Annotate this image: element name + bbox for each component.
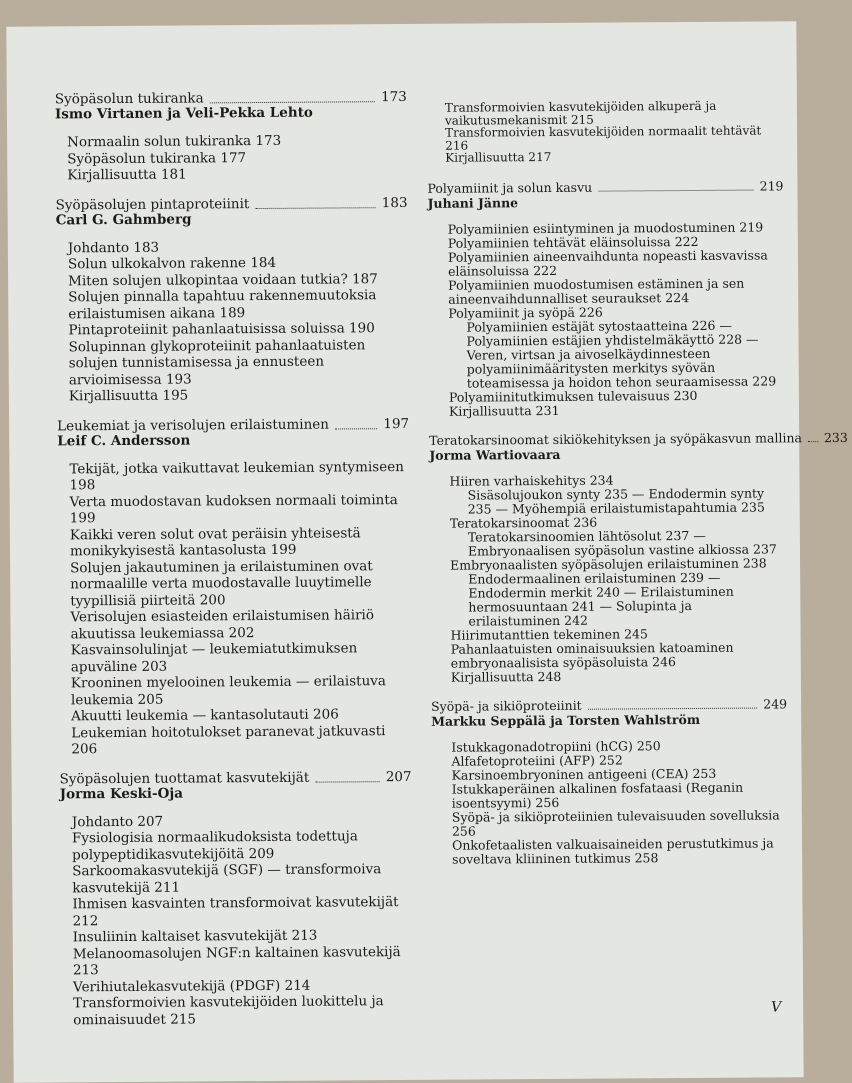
subsection-item: Embryonaalisten syöpäsolujen erilaistuminen 238 [450, 554, 767, 573]
subsection-item: Fysiologisia normaalikudoksista todettuja polypeptidikasvutekijöitä 209 [71, 828, 358, 863]
chapter-title: Syöpäsolujen tuottamat kasvutekijät [59, 769, 310, 787]
subsection-item: Istukkaperäinen alkalinen fosfataasi (Reganin isoentsyymi) 256 [451, 779, 744, 811]
left-column [55, 90, 414, 1042]
subsection-item: Kirjallisuutta 195 [68, 387, 189, 405]
chapter-title: Syöpä- ja sikiöproteiinit [431, 697, 582, 714]
subsection-list [60, 811, 413, 1028]
chapter-author: Markku Seppälä ja Torsten Wahlström [431, 711, 701, 729]
subsection-item: Krooninen myelooinen leukemia — erilaistuva leukemia 205 [70, 673, 387, 708]
chapter-page: 173 [380, 88, 407, 106]
dot-leader [315, 781, 380, 782]
chapter-title: Leukemiat ja verisolujen erilaistuminen [57, 416, 330, 434]
chapter-page: 183 [381, 194, 408, 211]
chapter-page: 219 [759, 177, 784, 194]
subsection-item: Verihiutalekasvutekijä (PDGF) 214 [72, 977, 311, 995]
subsection-list [55, 132, 407, 184]
subsection-item: Transformoivien kasvutekijöiden normaalit tehtävät 216 [445, 123, 762, 153]
chapter-page: 207 [385, 768, 412, 785]
chapter-page: 233 [823, 429, 848, 445]
book-page [6, 21, 848, 1082]
subsection-item: Johdanto 207 [71, 813, 164, 830]
subsection-item: Polyamiinien esiintyminen ja muodostuminen 219 [447, 218, 764, 237]
dot-leader [808, 441, 818, 442]
subsection-item: Leukemian hoitotulokset paranevat jatkuvasti 206 [71, 722, 386, 758]
chapter-title: Syöpäsolun tukiranka [54, 90, 204, 108]
subsection-item: Transformoivien kasvutekijöiden alkuperä ja vaikutusmekanismit 215 [444, 98, 717, 128]
subsection-list [429, 472, 786, 684]
subsection-item: Alfafetoproteiini (AFP) 252 [451, 751, 623, 769]
toc-section [60, 769, 414, 1028]
chapter-author: Carl G. Gahmberg [55, 210, 192, 228]
chapter-title: Syöpäsolujen pintaproteiinit [55, 195, 250, 213]
dot-leader [210, 101, 375, 103]
subsection-item: Veren, virtsan ja aivoselkäydinnesteen polyamiinimääritysten merkitys syövän toteamisessa ja hoidon tehon seuraamisessa 229 [466, 345, 777, 391]
subsection-item: Sisäsolujoukon synty 235 — Endodermin synty 235 — Myöhempiä erilaistumistapahtumia 235 [467, 484, 765, 517]
subsection-item: Pahanlaatuisten ominaisuuksien katoaminen embryonaalisista syöpäsoluista 246 [450, 639, 734, 671]
subsection-list [56, 237, 409, 404]
subsection-item: Syöpä- ja sikiöproteiinien tulevaisuuden sovelluksia 256 [451, 806, 780, 839]
subsection-item: Syöpäsolun tukiranka 177 [67, 149, 247, 167]
subsection-item: Polyamiinitutkimuksen tulevaisuus 230 [448, 387, 698, 405]
subsection-item: Insuliinin kaltaiset kasvutekijät 213 [72, 927, 318, 946]
subsection-item: Normaalin solun tukiranka 173 [67, 132, 282, 151]
subsection-item: Kirjallisuutta 217 [445, 149, 552, 165]
subsection-item: Akuutti leukemia — kantasolutauti 206 [71, 706, 339, 725]
page-number: V [771, 999, 782, 1016]
subsection-item: Istukkagonadotropiini (hCG) 250 [451, 737, 661, 755]
dot-leader [335, 428, 377, 429]
subsection-item: Verisolujen esiasteiden erilaistumisen häiriö akuutissa leukemiassa 202 [70, 607, 375, 642]
subsection-item: Johdanto 183 [67, 239, 160, 256]
subsection-item: Endodermaalinen erilaistuminen 239 — Endodermin merkit 240 — Erilaistuminen hermosuuntaan 241 — Solupinta ja erilaistuminen 242 [468, 569, 734, 629]
subsection-item: Onkofetaalisten valkuaisaineiden perustutkimus ja soveltava kliininen tutkimus 258 [451, 834, 774, 867]
chapter-title: Polyamiinit ja solun kasvu [427, 179, 593, 196]
toc-section [429, 429, 848, 685]
subsection-list [431, 738, 788, 866]
subsection-item: Polyamiinien estäjien yhdistelmäkäyttö 228 — [466, 331, 759, 349]
chapter-author: Juhani Jänne [427, 194, 519, 211]
dot-leader [588, 707, 758, 709]
continued-entries [427, 99, 783, 164]
subsection-item: Hiiren varhaiskehitys 234 [449, 472, 614, 489]
subsection-item: Solujen pinnalla tapahtuu rakennemuutoksia erilaistumisen aikana 189 [68, 287, 377, 322]
subsection-item: Polyamiinien tehtävät eläinsoluissa 222 [447, 233, 699, 251]
chapter-page: 249 [763, 695, 788, 712]
chapter-author: Leif C. Andersson [57, 431, 191, 449]
dot-leader [255, 207, 375, 209]
chapter-title: Teratokarsinoomat sikiökehityksen ja syöpäkasvun mallina [429, 429, 802, 448]
subsection-list [57, 458, 411, 757]
right-column [427, 98, 848, 880]
subsection-item: Solupinnan glykoproteiinit pahanlaatuisten solujen tunnistamisessa ja ennusteen arvioimisessa 193 [68, 336, 366, 388]
subsection-item: Kasvainsolulinjat — leukemiatutkimuksen apuväline 203 [70, 640, 358, 675]
chapter-page: 197 [383, 415, 410, 432]
chapter-author: Ismo Virtanen ja Veli-Pekka Lehto [54, 104, 313, 123]
toc-section [55, 90, 408, 184]
subsection-item: Karsinoembryoninen antigeeni (CEA) 253 [451, 765, 717, 783]
chapter-author: Jorma Wartiovaara [429, 446, 561, 463]
dot-leader [598, 189, 753, 191]
subsection-item: Transformoivien kasvutekijöiden luokittelu ja ominaisuudet 215 [73, 993, 384, 1028]
subsection-item: Ihmisen kasvainten transformoivat kasvutekijät 212 [72, 894, 399, 929]
subsection-item: Polyamiinien estäjät sytostaatteina 226 — [466, 317, 732, 335]
chapter-author: Jorma Keski-Oja [59, 785, 184, 802]
subsection-item: Teratokarsinoomat 236 [449, 514, 598, 531]
subsection-item: Miten solujen ulkopintaa voidaan tutkia? 187 [68, 270, 378, 289]
subsection-item: Melanoomasolujen NGF:n kaltainen kasvutekijä 213 [72, 943, 401, 979]
subsection-list [428, 220, 785, 418]
subsection-item: Teratokarsinoomien lähtösolut 237 — Embryonaalisen syöpäsolun vastine alkiossa 237 [467, 527, 777, 559]
subsection-item: Hiirimutanttien tekeminen 245 [450, 625, 648, 643]
subsection-item: Sarkoomakasvutekijä (SGF) — transformoiva kasvutekijä 211 [72, 861, 382, 896]
subsection-item: Polyamiinit ja syöpä 226 [448, 304, 603, 321]
toc-section [56, 195, 409, 404]
subsection-item: Verta muodostavan kudoksen normaali toiminta 199 [69, 491, 398, 527]
subsection-item: Solujen jakautuminen ja erilaistuminen ovat normaalille verta muodostavalle luuytimelle tyypillisiä piirteitä 200 [70, 557, 373, 609]
subsection-item: Kirjallisuutta 231 [448, 402, 560, 419]
subsection-item: Kirjallisuutta 181 [67, 166, 187, 184]
subsection-item: Pintaproteiinit pahanlaatuisissa soluissa 190 [68, 320, 375, 339]
subsection-item: Kaikki veren solut ovat peräisin yhteisestä monikykyisestä kantasolusta 199 [69, 524, 361, 560]
subsection-item: Polyamiinien aineenvaihdunta nopeasti kasvavissa eläinsoluissa 222 [447, 246, 768, 279]
subsection-item: Kirjallisuutta 248 [450, 668, 562, 685]
toc-section [57, 416, 411, 757]
subsection-item: Tekijät, jotka vaikuttavat leukemian syntymiseen 198 [69, 458, 404, 494]
subsection-item: Solun ulkokalvon rakenne 184 [67, 254, 277, 273]
toc-section [431, 696, 788, 866]
subsection-item: Polyamiinien muodostumisen estäminen ja sen aineenvaihdunnalliset seuraukset 224 [448, 275, 745, 307]
toc-section [427, 178, 785, 418]
chapter-heading [429, 429, 848, 448]
